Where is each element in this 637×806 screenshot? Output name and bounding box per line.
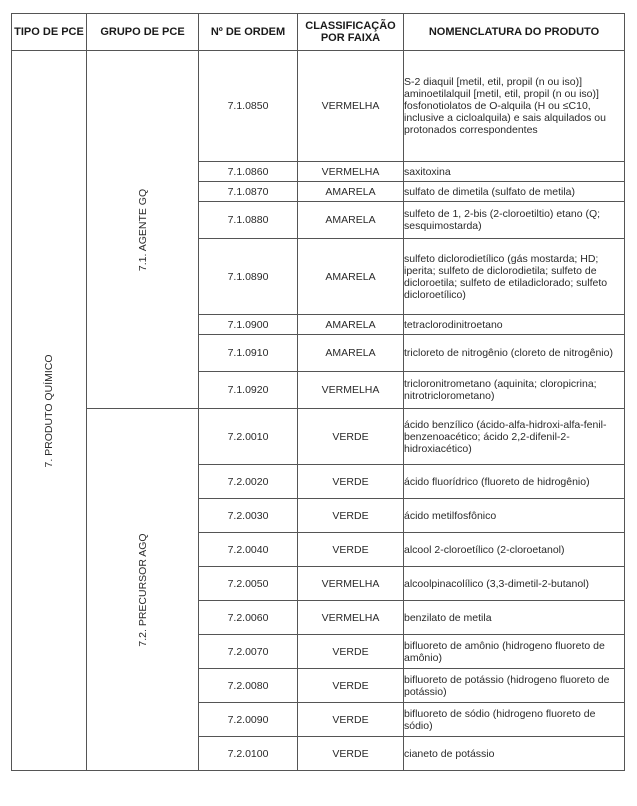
classificacao-cell: VERMELHA	[298, 567, 404, 601]
grupo-label: 7.1. AGENTE GQ	[136, 188, 149, 271]
grupo-cell	[87, 409, 199, 771]
nomenclatura-cell: ácido fluorídrico (fluoreto de hidrogênio)	[404, 465, 625, 499]
ordem-cell: 7.1.0880	[199, 202, 298, 239]
grupo-cell	[87, 51, 199, 409]
classificacao-cell: AMARELA	[298, 239, 404, 315]
ordem-cell: 7.2.0090	[199, 703, 298, 737]
table-body	[12, 51, 625, 771]
ordem-cell: 7.1.0860	[199, 162, 298, 182]
header-classificacao: CLASSIFICAÇÃO POR FAIXA	[298, 14, 404, 51]
pce-table	[11, 13, 625, 771]
classificacao-cell: VERDE	[298, 635, 404, 669]
nomenclatura-cell: cianeto de potássio	[404, 737, 625, 771]
classificacao-cell: VERMELHA	[298, 372, 404, 409]
classificacao-cell: AMARELA	[298, 182, 404, 202]
classificacao-cell: AMARELA	[298, 315, 404, 335]
nomenclatura-cell: sulfeto de 1, 2-bis (2-cloroetiltio) etano (Q; sesquimostarda)	[404, 202, 625, 239]
header-row	[12, 14, 625, 51]
nomenclatura-cell: ácido metilfosfônico	[404, 499, 625, 533]
ordem-cell: 7.1.0910	[199, 335, 298, 372]
nomenclatura-cell: tetraclorodinitroetano	[404, 315, 625, 335]
classificacao-cell: AMARELA	[298, 335, 404, 372]
classificacao-cell: VERDE	[298, 669, 404, 703]
tipo-cell	[12, 51, 87, 771]
nomenclatura-cell: bifluoreto de sódio (hidrogeno fluoreto de sódio)	[404, 703, 625, 737]
table-row	[12, 51, 625, 162]
nomenclatura-cell: S-2 diaquil [metil, etil, propil (n ou iso)] aminoetilalquil [metil, etil, propil (n ou iso)] fosfonotiolatos de O-alquila (H ou ≤C10, inclusive a cicloalquila) e sais alquilados ou protonados correspondentes	[404, 51, 625, 162]
header-ordem: Nº DE ORDEM	[199, 14, 298, 51]
nomenclatura-cell: bifluoreto de potássio (hidrogeno fluoreto de potássio)	[404, 669, 625, 703]
ordem-cell: 7.1.0900	[199, 315, 298, 335]
ordem-cell: 7.1.0850	[199, 51, 298, 162]
classificacao-cell: VERDE	[298, 737, 404, 771]
header-nomenclatura: NOMENCLATURA DO PRODUTO	[404, 14, 625, 51]
ordem-cell: 7.2.0010	[199, 409, 298, 465]
ordem-cell: 7.2.0080	[199, 669, 298, 703]
classificacao-cell: VERDE	[298, 499, 404, 533]
nomenclatura-cell: alcoolpinacolílico (3,3-dimetil-2-butanol)	[404, 567, 625, 601]
nomenclatura-cell: sulfeto diclorodietílico (gás mostarda; HD; iperita; sulfeto de diclorodietila; sulfeto de dicloroetila; sulfeto de etiladiclorado; sulfeto dicloroetílico)	[404, 239, 625, 315]
nomenclatura-cell: ácido benzílico (ácido-alfa-hidroxi-alfa-fenil-benzenoacético; ácido 2,2-difenil-2-hidroxiacético)	[404, 409, 625, 465]
nomenclatura-cell: saxitoxina	[404, 162, 625, 182]
ordem-cell: 7.1.0890	[199, 239, 298, 315]
classificacao-cell: VERMELHA	[298, 162, 404, 182]
classificacao-cell: VERDE	[298, 533, 404, 567]
classificacao-cell: VERDE	[298, 465, 404, 499]
nomenclatura-cell: tricloreto de nitrogênio (cloreto de nitrogênio)	[404, 335, 625, 372]
ordem-cell: 7.2.0040	[199, 533, 298, 567]
nomenclatura-cell: sulfato de dimetila (sulfato de metila)	[404, 182, 625, 202]
nomenclatura-cell: alcool 2-cloroetílico (2-cloroetanol)	[404, 533, 625, 567]
ordem-cell: 7.2.0030	[199, 499, 298, 533]
classificacao-cell: VERDE	[298, 409, 404, 465]
ordem-cell: 7.2.0050	[199, 567, 298, 601]
classificacao-cell: VERMELHA	[298, 51, 404, 162]
classificacao-cell: AMARELA	[298, 202, 404, 239]
header-grupo: GRUPO DE PCE	[87, 14, 199, 51]
header-tipo: TIPO DE PCE	[12, 14, 87, 51]
tipo-label: 7. PRODUTO QUÍMICO	[43, 354, 55, 467]
ordem-cell: 7.2.0060	[199, 601, 298, 635]
nomenclatura-cell: tricloronitrometano (aquinita; cloropicrina; nitrotriclorometano)	[404, 372, 625, 409]
nomenclatura-cell: benzilato de metila	[404, 601, 625, 635]
ordem-cell: 7.1.0920	[199, 372, 298, 409]
ordem-cell: 7.1.0870	[199, 182, 298, 202]
ordem-cell: 7.2.0020	[199, 465, 298, 499]
ordem-cell: 7.2.0070	[199, 635, 298, 669]
table-row	[12, 409, 625, 465]
grupo-label: 7.2. PRECURSOR AGQ	[136, 532, 149, 647]
ordem-cell: 7.2.0100	[199, 737, 298, 771]
classificacao-cell: VERDE	[298, 703, 404, 737]
nomenclatura-cell: bifluoreto de amônio (hidrogeno fluoreto de amônio)	[404, 635, 625, 669]
classificacao-cell: VERMELHA	[298, 601, 404, 635]
